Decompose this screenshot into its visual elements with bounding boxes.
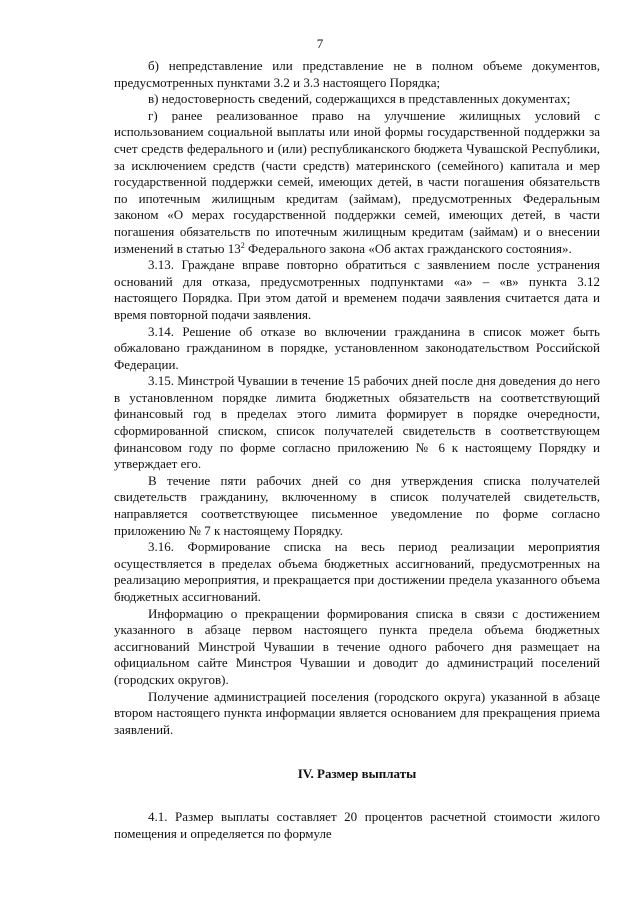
page-number: 7 (316, 36, 324, 51)
paragraph-3-15: 3.15. Минстрой Чувашии в течение 15 рабочих дней после дня доведения до него в установленном порядке лимита бюджетных обязательств на соответствующий финансовый год в пределах этого лимита формирует в порядке очередности, сформированной списком, список получателей свидетельств в соответствующем финансовом году по форме согласно приложению № 6 к настоящему Порядку и утверждает его. (114, 373, 601, 472)
paragraph-b: б) непредставление или представление не в полном объеме документов, предусмотренных пунктами 3.2 и 3.3 настоящего Порядка; (114, 58, 600, 90)
paragraph-3-16: 3.16. Формирование списка на весь период реализации мероприятия осуществляется в пределах объема бюджетных ассигнований, предусмотренных на реализацию мероприятия, и прекращается при достижении предела указанного объема бюджетных ассигнований. (114, 539, 600, 604)
paragraph-g-text: г) ранее реализованное право на улучшение жилищных условий с использованием социальной выплаты или иной формы государственной поддержки за счет средств федерального и (или) республиканского бюджета Чувашской Республики, за исключением средств (части средств) материнского (семейного) капитала и мер государственной поддержки семей, имеющих детей, в части погашения обязательств по ипотечным жилищным кредитам (займам), предусмотренных Федеральным законом «О мерах государственной поддержки семей, имеющих детей, в части погашения обязательств по ипотечным жилищным кредитам (займам) и о внесении изменений в статью 13 (114, 107, 600, 256)
paragraph-3-13: 3.13. Граждане вправе повторно обратиться с заявлением после устранения оснований для отказа, предусмотренных подпунктами «а» – «в» пункта 3.12 настоящего Порядка. При этом датой и временем подачи заявления считается дата и время повторной подачи заявления. (114, 257, 600, 322)
paragraph-3-15-notice: В течение пяти рабочих дней со дня утверждения списка получателей свидетельств гражданину, включенному в список получателей свидетельств, направляется соответствующее письменное уведомление по форме согласно приложению № 7 к настоящему Порядку. (114, 472, 600, 538)
paragraph-v: в) недостоверность сведений, содержащихся в представленных документах; (148, 91, 571, 107)
footnote-superscript: 2 (240, 240, 245, 250)
paragraph-3-14: 3.14. Решение об отказе во включении гражданина в список может быть обжаловано гражданином в порядке, установленном законодательством Российской Федерации. (114, 323, 600, 372)
section-heading: IV. Размер выплаты (297, 766, 417, 782)
paragraph-3-16-info: Информацию о прекращении формирования списка в связи с достижением указанного в абзаце первом настоящего пункта предела объема бюджетных ассигнований Минстрой Чувашии в течение одного рабочего дня размещает на официальном сайте Минстроя Чувашии и доводит до администраций поселений (городских округов). (114, 605, 600, 687)
paragraph-4-1: 4.1. Размер выплаты составляет 20 процентов расчетной стоимости жилого помещения и определяется по формуле (114, 808, 600, 841)
document-body (114, 58, 600, 842)
paragraph-3-16-receipt: Получение администрацией поселения (городского округа) указанной в абзаце втором настоящего пункта информации является основанием для прекращения приема заявлений. (114, 688, 600, 737)
paragraph-g-tail: Федерального закона «Об актах гражданского состояния». (244, 240, 572, 256)
paragraph-g (114, 108, 600, 257)
